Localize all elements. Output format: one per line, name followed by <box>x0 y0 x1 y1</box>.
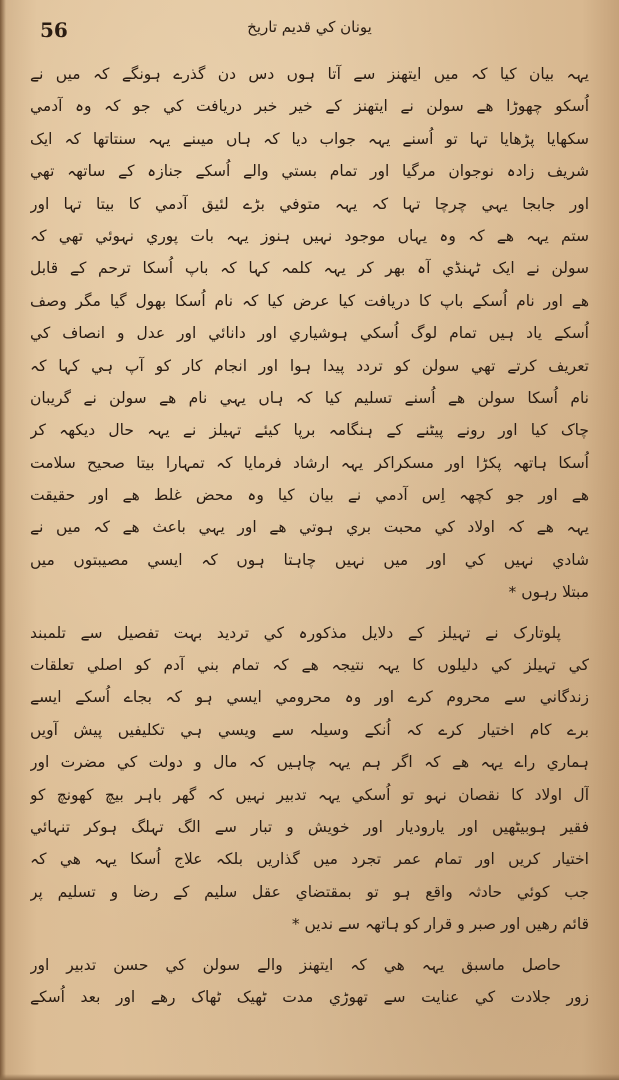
text-line: ھے اور جو کچھہ اِس آدمي نے بیان کیا وہ محض غلط ھے اور حقیقت <box>30 486 589 505</box>
text-line: حاصل ماسبق یہہ ھي کہ ایتھنز والے سولن کي حسن تدبیر اور <box>30 955 561 974</box>
text-line: زور جلادت کي عنایت سے تھوڑي مدت ٹھیک ٹھاک رھے اور بعد اُسکے <box>30 987 589 1006</box>
text-line: اُسکا ہاتھہ پکڑا اور مسکراکر یہہ ارشاد فرمایا کہ تمہارا بیتا صحیح سلامت <box>30 453 589 472</box>
text-line: زندگاني سے محروم کرے اور وہ محرومي ایسي ہو کہ بجاے اُسکے ایسے <box>30 688 589 707</box>
page-left-edge-shadow <box>0 0 6 1080</box>
text-line: پلوتارک نے تہیلز کے دلایل مذکورہ کي تردید بہت تفصیل سے تلمبند <box>30 623 561 642</box>
text-line: ھے اور نام اُسکے باپ کا دریافت کیا عرض کیا کہ نام اُسکا بھول گیا مگر وصف <box>30 291 589 310</box>
text-line: برے کام اختیار کرے کہ اُنکے وسیلہ سے ویسي ہي تکلیفیں پیش آویں <box>30 720 589 739</box>
text-line: شادي نہیں کي اور میں نہیں چاہتا ہوں کہ ایسي مصیبتوں میں <box>30 550 589 569</box>
text-line: اُسکے یاد ہیں تمام لوگ اُسکي ہوشیاري اور دانائي اور عدل و انصاف کي <box>30 324 589 343</box>
text-line: نام اُسکا سولن ھے اُسنے تسلیم کیا کہ ہاں یہي نام ھے سولن نے گریبان <box>30 388 589 407</box>
text-line: سکھایا پڑھایا تہا تو اُسنے یہہ جواب دیا کہ ہاں میںنے یہہ سنتاتھا کہ ایک <box>30 129 589 148</box>
text-line: فقیر ہوبیٹھیں اور یاروديار اور خویش و تبار سے الگ تہلگ ہوکر تنہائي <box>30 817 589 836</box>
text-line: شریف زادہ نوجوان مرگیا اور تمام بستي والے اُسکے جنازہ کے ساتھہ تھي <box>30 162 589 181</box>
text-line: آل اولاد کا نقصان نہو تو اُسکي یہہ تدبیر نہیں کہ گھر باہر بیچ کھونچ کو <box>30 785 589 804</box>
page-bottom-edge-shadow <box>0 1074 619 1080</box>
text-line: اور جابجا یہي چرچا تہا کہ یہہ متوفي بڑے لئیق آدمي کا بیتا تہا اور <box>30 194 589 213</box>
text-line: یہہ بیان کیا کہ میں ایتھنز سے آتا ہوں دس دن گذرے ہونگے کہ میں نے <box>30 65 589 83</box>
text-line: تعریف کرتے تھي سولن کو تردد پیدا ہوا اور انجام کار کو آپ ہي کہا کہ <box>30 356 589 375</box>
page-number: 56 <box>40 18 68 42</box>
body-text <box>30 58 589 1013</box>
text-line: یہہ ھے کہ اولاد کي محبت بري ہوتي ھے اور یہي باعث ھے کہ میں نے <box>30 518 589 537</box>
text-line: کي تہیلز کي دلیلوں کا یہہ نتیجہ ھے کہ تمام بني آدم کو اصلي تعلقات <box>30 656 589 675</box>
page-header <box>30 18 589 48</box>
text-line: مبتلا رہوں * <box>508 583 589 602</box>
text-line: چاک کیا اور رونے پیٹنے کے ہنگامہ برپا کیئے تہیلز نے یہہ حال دیکھہ کر <box>30 421 589 440</box>
paragraph <box>30 617 589 941</box>
text-line: اختیار کریں اور تمام عمر تجرد میں گذاریں بلکہ علاج اُسکا یہہ ھي کہ <box>30 850 589 869</box>
text-line: ہماري راے یہہ ھے کہ اگر ہم یہہ چاہیں کہ مال و دولت کي مضرت اور <box>30 753 589 772</box>
text-line: جب کوئي حادثہ واقع ہو تو بمقتضاي عقل سلیم کے رضا و تسلیم پر <box>30 882 589 901</box>
paragraph <box>30 58 589 609</box>
paragraph-gap <box>30 609 589 617</box>
paragraph <box>30 949 589 1014</box>
text-line: ستم یہہ ھے کہ وہ یہاں موجود نہیں ہنوز یہہ بات پوري نہوئي تھي کہ <box>30 226 589 245</box>
paragraph-gap <box>30 941 589 949</box>
text-line: اُسکو چھوڑا ھے سولن نے ایتھنز کے خیر خبر دریافت کي جو کہ وہ آدمي <box>30 97 589 116</box>
text-line: سولن نے ایک ٹہنڈي آہ بھر کر یہہ کلمہ کہا کہ باپ اُسکا ترحم کے قابل <box>30 259 589 278</box>
running-title: یونان کي قدیم تاریخ <box>247 18 372 36</box>
text-line: قائم رھیں اور صبر و قرار کو ہاتھہ سے ندیں * <box>291 915 589 934</box>
